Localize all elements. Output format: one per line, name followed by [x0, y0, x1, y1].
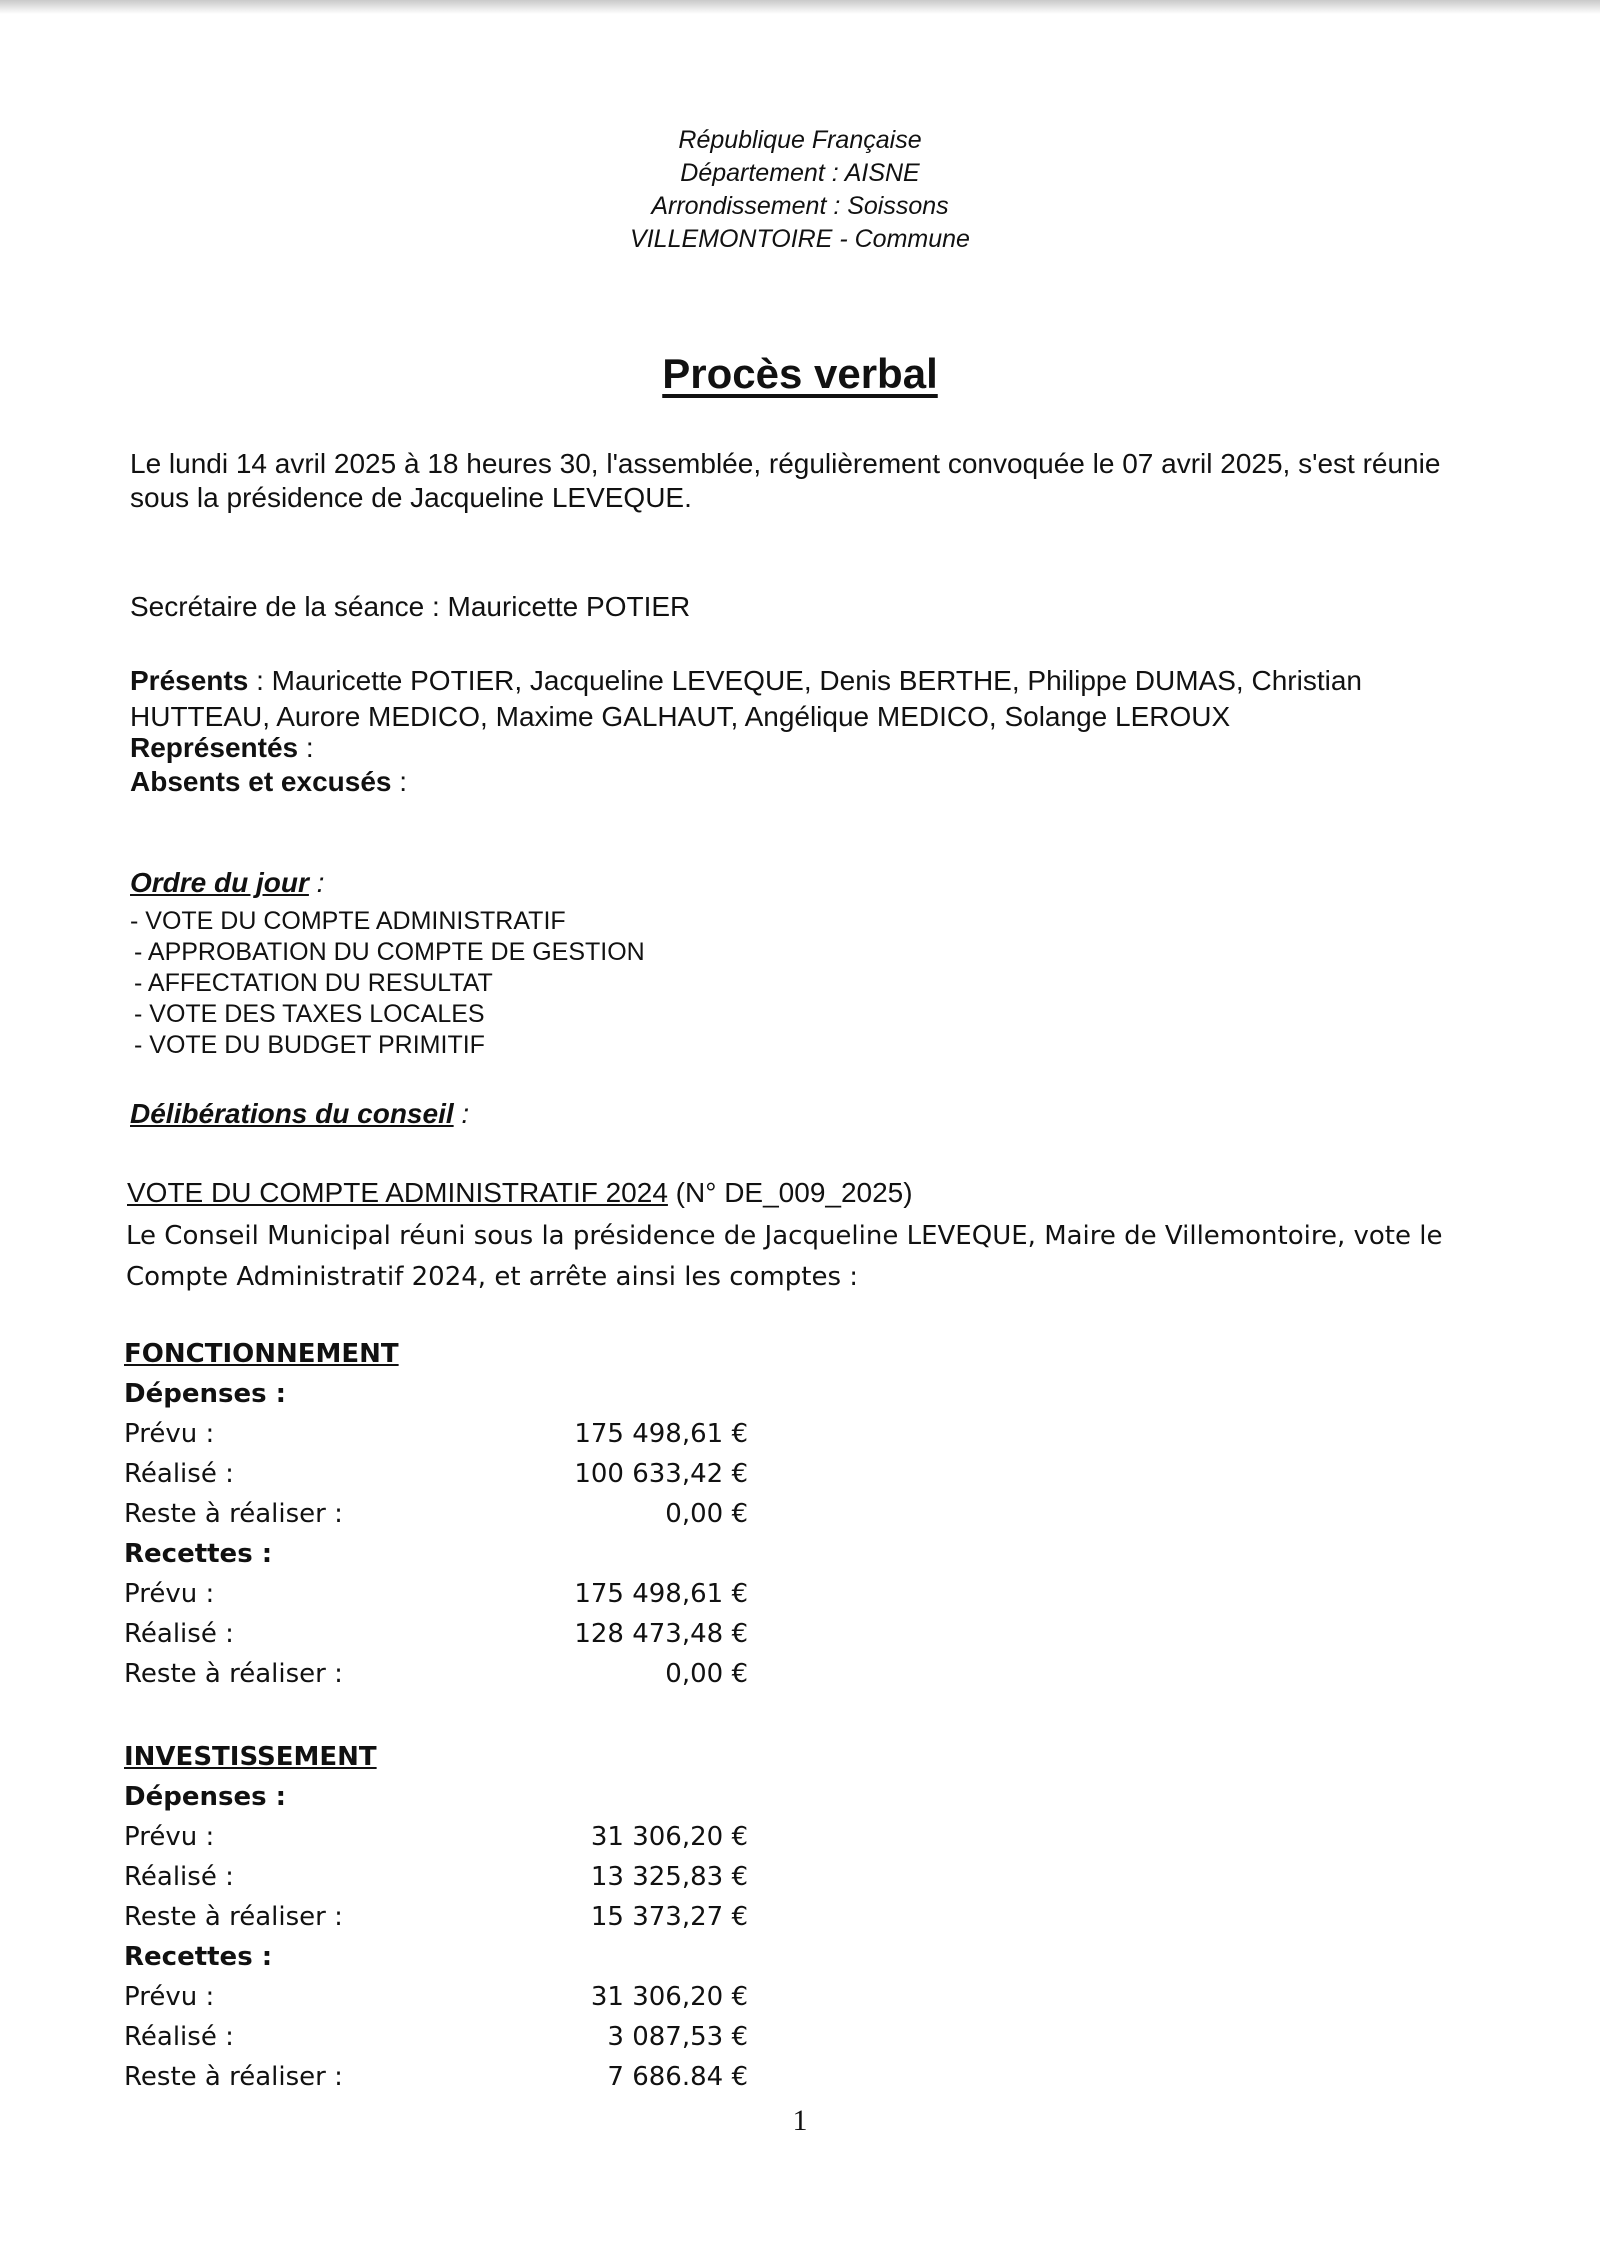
page-number: 1: [792, 2104, 808, 2137]
vote-heading: [127, 1177, 913, 1209]
represents-label: Représentés: [130, 732, 299, 763]
row-label: Prévu :: [124, 1579, 215, 1609]
row-amount: 100 633,42 €: [574, 1459, 748, 1489]
group-row: [124, 1374, 784, 1414]
agenda-heading: [130, 866, 324, 900]
document-title: [0, 350, 1600, 398]
vote-reference: (N° DE_009_2025): [667, 1177, 913, 1208]
agenda-heading-suffix: :: [308, 867, 325, 898]
row-label: Prévu :: [124, 1419, 215, 1449]
represents-line: [130, 731, 314, 765]
title-text: Procès verbal: [662, 350, 938, 397]
vote-paragraph: Le Conseil Municipal réuni sous la présidence de Jacqueline LEVEQUE, Maire de Villemontoire, vote le Compte Administratif 2024, et arrête ainsi les comptes :: [126, 1221, 1443, 1292]
presents-paragraph: [130, 663, 1470, 735]
agenda-item: - APPROBATION DU COMPTE DE GESTION: [134, 938, 645, 966]
row-amount: 31 306,20 €: [590, 1822, 748, 1852]
amount-row: [124, 1574, 784, 1614]
absents-label: Absents et excusés: [130, 766, 392, 797]
fonctionnement-section: [124, 1334, 784, 1694]
row-label: Réalisé :: [124, 1459, 234, 1489]
header-line: Département : AISNE: [680, 159, 920, 187]
row-amount: 0,00 €: [665, 1659, 748, 1689]
deliberations-heading-text: Délibérations du conseil: [130, 1098, 454, 1129]
section-title: FONCTIONNEMENT: [124, 1339, 399, 1369]
absents-line: [130, 765, 407, 799]
agenda-list: [130, 906, 645, 1061]
row-label: Réalisé :: [124, 1862, 234, 1892]
group-label: Recettes :: [124, 1942, 273, 1972]
row-label: Réalisé :: [124, 2022, 234, 2052]
amount-row: [124, 1654, 784, 1694]
row-label: Reste à réaliser :: [124, 1659, 343, 1689]
group-row: [124, 1937, 784, 1977]
group-row: [124, 1777, 784, 1817]
group-label: Dépenses :: [124, 1379, 287, 1409]
row-amount: 15 373,27 €: [590, 1902, 748, 1932]
document-header: [0, 124, 1600, 256]
row-amount: 31 306,20 €: [590, 1982, 748, 2012]
row-label: Prévu :: [124, 1822, 215, 1852]
group-label: Dépenses :: [124, 1782, 287, 1812]
row-label: Réalisé :: [124, 1619, 234, 1649]
row-label: Reste à réaliser :: [124, 1902, 343, 1932]
agenda-item: - VOTE DU BUDGET PRIMITIF: [134, 1031, 485, 1059]
row-amount: 128 473,48 €: [574, 1619, 748, 1649]
group-label: Recettes :: [124, 1539, 273, 1569]
row-label: Reste à réaliser :: [124, 1499, 343, 1529]
agenda-heading-text: Ordre du jour: [130, 867, 309, 898]
amount-row: [124, 1897, 784, 1937]
agenda-item: - VOTE DU COMPTE ADMINISTRATIF: [130, 907, 566, 935]
agenda-item: - VOTE DES TAXES LOCALES: [134, 1000, 485, 1028]
amount-row: [124, 2017, 784, 2057]
amount-row: [124, 1857, 784, 1897]
header-line: République Française: [678, 126, 922, 154]
row-amount: 3 087,53 €: [607, 2022, 748, 2052]
represents-value: :: [298, 732, 314, 763]
amount-row: [124, 1614, 784, 1654]
row-label: Prévu :: [124, 1982, 215, 2012]
row-amount: 175 498,61 €: [574, 1419, 748, 1449]
row-amount: 7 686.84 €: [607, 2062, 748, 2092]
row-amount: 13 325,83 €: [590, 1862, 748, 1892]
presents-names: : Mauricette POTIER, Jacqueline LEVEQUE, Denis BERTHE, Philippe DUMAS, Christian HUTTEAU, Aurore MEDICO, Maxime GALHAUT, Angélique MEDICO, Solange LEROUX: [130, 665, 1362, 732]
deliberations-heading: [130, 1097, 469, 1131]
presents-label: Présents: [130, 665, 249, 696]
row-amount: 175 498,61 €: [574, 1579, 748, 1609]
row-label: Reste à réaliser :: [124, 2062, 343, 2092]
header-line: VILLEMONTOIRE - Commune: [630, 225, 970, 253]
absents-value: :: [391, 766, 408, 797]
amount-row: [124, 1414, 784, 1454]
group-row: [124, 1534, 784, 1574]
scan-edge: [0, 0, 1600, 14]
secretary-line: Secrétaire de la séance : Mauricette POTIER: [130, 591, 691, 622]
amount-row: [124, 1817, 784, 1857]
vote-heading-text: VOTE DU COMPTE ADMINISTRATIF 2024: [127, 1177, 668, 1208]
agenda-item: - AFFECTATION DU RESULTAT: [134, 969, 493, 997]
header-line: Arrondissement : Soissons: [651, 192, 949, 220]
amount-row: [124, 2057, 784, 2097]
amount-row: [124, 1454, 784, 1494]
section-title: INVESTISSEMENT: [124, 1742, 377, 1772]
amount-row: [124, 1977, 784, 2017]
investissement-section: [124, 1737, 784, 2097]
row-amount: 0,00 €: [665, 1499, 748, 1529]
amount-row: [124, 1494, 784, 1534]
deliberations-heading-suffix: :: [453, 1098, 470, 1129]
intro-paragraph: Le lundi 14 avril 2025 à 18 heures 30, l'assemblée, régulièrement convoquée le 07 avril 2025, s'est réunie sous la présidence de Jacqueline LEVEQUE.: [130, 448, 1441, 513]
